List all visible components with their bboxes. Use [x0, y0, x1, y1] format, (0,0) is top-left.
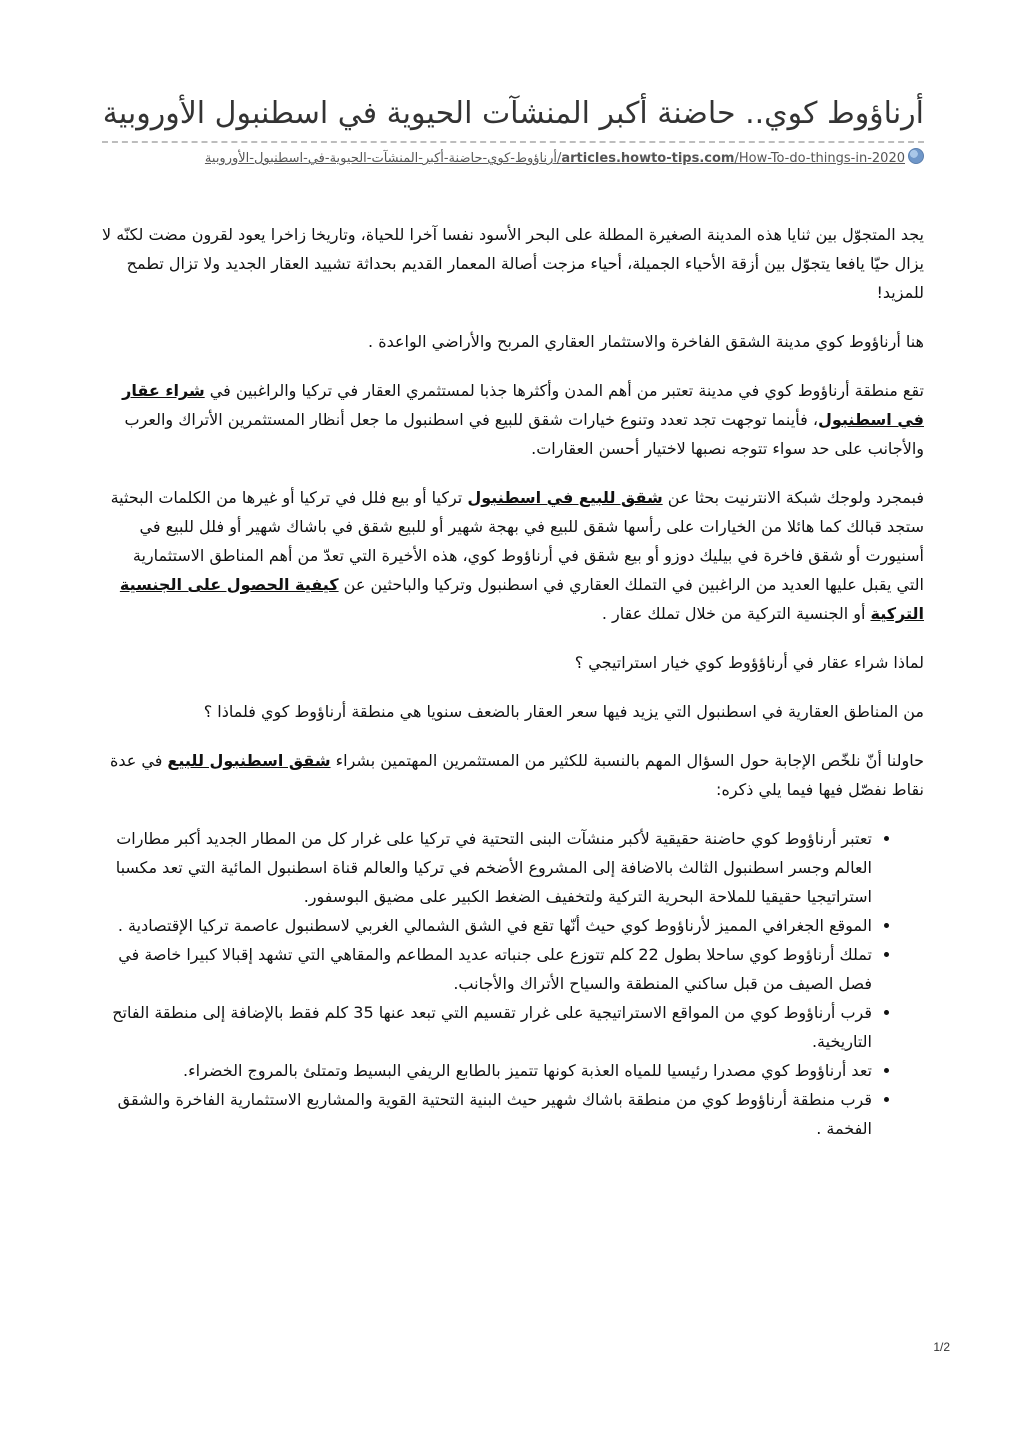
- paragraph-price-growth: من المناطق العقارية في اسطنبول التي يزيد فيها سعر العقار بالضعف سنويا هي منطقة أرناؤوط كوي فلماذا ؟: [203, 702, 924, 721]
- list-item: • تعد أرناؤوط كوي مصدرا رئيسيا للمياه العذبة كونها تتميز بالطابع الريفي البسيط وتمتلئ بالمروج الخضراء.: [102, 1056, 872, 1085]
- text: ، فأينما توجهت تجد تعدد وتنوع خيارات شقق للبيع في اسطنبول ما جعل أنظار المستثمرين الأتراك والعرب والأجانب على حد سواء تتوجه نصبها لاختيار أحسن العقارات.: [124, 410, 924, 458]
- globe-icon: [908, 148, 924, 164]
- reasons-list: [102, 824, 924, 1143]
- text: حاولنا أنّ نلخّص الإجابة حول السؤال المهم بالنسبة للكثير من المستثمرين المهتمين بشراء: [330, 751, 924, 770]
- source-link[interactable]: [205, 151, 905, 166]
- source-path: /How-To-do-things-in-2020/أرناؤوط-كوي-حاضنة-أكبر-المنشآت-الحيوية-في-اسطنبول-الأوروبية: [204, 151, 905, 166]
- paragraph-summary: [102, 746, 924, 804]
- title-divider: [102, 141, 924, 143]
- article-body: [102, 220, 924, 1143]
- source-url: [102, 148, 924, 168]
- link-apartments-for-sale-istanbul[interactable]: شقق للبيع في اسطنبول: [467, 488, 663, 507]
- list-item: • تملك أرناؤوط كوي ساحلا بطول 22 كلم تتوزع على جنباته عديد المطاعم والمقاهي التي تشهد إقبالا كبيرا خاصة في فصل الصيف من قبل ساكني المنطقة والسياح الأتراك والأجانب.: [102, 940, 872, 998]
- paragraph-intro: يجد المتجوّل بين ثنايا هذه المدينة الصغيرة المطلة على البحر الأسود نفسا آخرا للحياة، وتاريخا زاخرا يعود لقرون مضت لكنّه لا يزال حيّا يافعا يتجوّل بين أزقة الأحياء الجميلة، أحياء مزجت أصالة المعمار القديم بحداثة تشييد العقار الجديد ولا تزال تطمح للمزيد!: [102, 225, 924, 302]
- link-istanbul-apartments-sale[interactable]: شقق اسطنبول للبيع: [167, 751, 331, 770]
- text: فبمجرد ولوجك شبكة الانترنيت بحثا عن: [662, 488, 924, 507]
- paragraph-tagline: هنا أرناؤوط كوي مدينة الشقق الفاخرة والاستثمار العقاري المربح والأراضي الواعدة .: [368, 332, 924, 351]
- text: في عدة نقاط نفصّل فيها فيما يلي ذكره:: [109, 751, 924, 799]
- text: تقع منطقة أرناؤوط كوي في مدينة تعتبر من أهم المدن وأكثرها جذبا لمستثمري العقار في تركيا والراغبين في: [204, 381, 924, 400]
- list-item: • قرب منطقة أرناؤوط كوي من منطقة باشاك شهير حيث البنية التحتية القوية والمشاريع الاستثمارية الفاخرة والشقق الفخمة .: [102, 1085, 872, 1143]
- list-item: • الموقع الجغرافي المميز لأرناؤوط كوي حيث أنّها تقع في الشق الشمالي الغربي لاسطنبول عاصمة تركيا الإقتصادية .: [102, 911, 872, 940]
- list-item: • تعتبر أرناؤوط كوي حاضنة حقيقية لأكبر منشآت البنى التحتية في تركيا على غرار كل من المطار الجديد أكبر مطارات العالم وجسر اسطنبول الثالث بالاضافة إلى المشروع الأضخم في تركيا والعالم قناة اسطنبول المائية التي تعد مكسبا استراتيجيا حقيقيا للملاحة البحرية التركية ولتخفيف الضغط الكبير على مضيق البوسفور.: [102, 824, 872, 911]
- list-item: • قرب أرناؤوط كوي من المواقع الاستراتيجية على غرار تقسيم التي تبعد عنها 35 كلم فقط بالإضافة إلى منطقة الفاتح التاريخية.: [102, 998, 872, 1056]
- paragraph-question: لماذا شراء عقار في أرناؤؤوط كوي خيار استراتيجي ؟: [574, 653, 924, 672]
- paragraph-search: [102, 483, 924, 628]
- link-turkish-citizenship[interactable]: كيفية الحصول على الجنسية التركية: [119, 575, 924, 623]
- link-buy-property-istanbul[interactable]: شراء عقار في اسطنبول: [122, 381, 924, 429]
- text: أو الجنسية التركية من خلال تملك عقار .: [601, 604, 871, 623]
- page-number: 1/2: [933, 1340, 950, 1354]
- page-title: أرناؤوط كوي.. حاضنة أكبر المنشآت الحيوية في اسطنبول الأوروبية: [102, 96, 924, 131]
- text: تركيا أو بيع فلل في تركيا أو غيرها من الكلمات البحثية ستجد قبالك كما هائلا من الخيارات على رأسها شقق للبيع في بهجة شهير أو للبيع شقق في باشاك شهير أو فلل للبيع في أسنيورت أو شقق فاخرة في بيليك دوزو أو بيع شقق في أرناؤوط كوي، هذه الأخيرة التي تعدّ من أهم المناطق الاستثمارية التي يقبل عليها العديد من الراغبين في التملك العقاري في اسطنبول وتركيا والباحثين عن: [110, 488, 924, 594]
- source-domain: articles.howto-tips.com: [561, 151, 735, 166]
- paragraph-location: [102, 376, 924, 463]
